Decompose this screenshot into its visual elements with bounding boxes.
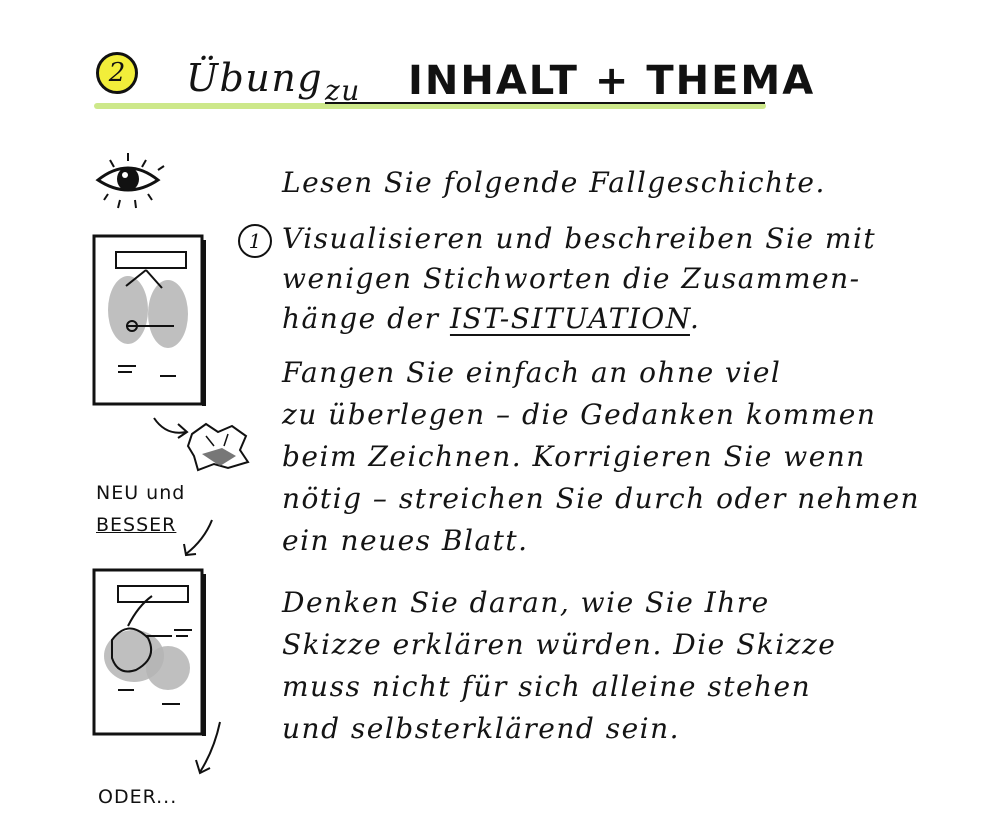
arrow-icon [178, 516, 218, 560]
para3-line-3: muss nicht für sich alleine stehen [282, 670, 812, 703]
step-one-badge [238, 224, 272, 258]
page-title: INHALT + THEMA [408, 58, 816, 104]
step-one-number: 1 [248, 229, 262, 253]
title-exercise: Übung [186, 56, 324, 100]
para2-line-2: zu überlegen – die Gedanken kommen [282, 398, 877, 431]
step-line-3-suffix: . [689, 302, 701, 335]
step-number-text: 2 [108, 58, 126, 88]
para3-line-1: Denken Sie daran, wie Sie Ihre [282, 586, 770, 619]
title-preposition: zu [325, 74, 361, 107]
para2-line-1: Fangen Sie einfach an ohne viel [282, 356, 782, 389]
step-number-badge [96, 52, 138, 94]
sketch-page-icon [88, 230, 214, 412]
crumpled-paper-icon [184, 418, 258, 476]
para2-line-5: ein neues Blatt. [282, 524, 529, 557]
instruction-read: Lesen Sie folgende Fallgeschichte. [282, 166, 826, 199]
arrow-icon [190, 720, 230, 778]
eye-icon [88, 150, 168, 212]
note-besser: BESSER [96, 514, 177, 536]
note-neu: NEU und [96, 482, 186, 504]
step-line-3-prefix: hänge der [282, 302, 440, 335]
para2-line-3: beim Zeichnen. Korrigieren Sie wenn [282, 440, 866, 473]
note-oder: ODER... [98, 786, 178, 808]
para3-line-4: und selbsterklärend sein. [282, 712, 681, 745]
step-line-3 [282, 302, 700, 335]
step-line-1: Visualisieren und beschreiben Sie mit [282, 222, 877, 255]
para3-line-2: Skizze erklären würden. Die Skizze [282, 628, 837, 661]
step-line-2: wenigen Stichworten die Zusammen- [282, 262, 861, 295]
para2-line-4: nötig – streichen Sie durch oder nehmen [282, 482, 921, 515]
ist-situation-emphasis: IST-SITUATION [449, 302, 690, 335]
sketch-page-icon [88, 566, 214, 740]
